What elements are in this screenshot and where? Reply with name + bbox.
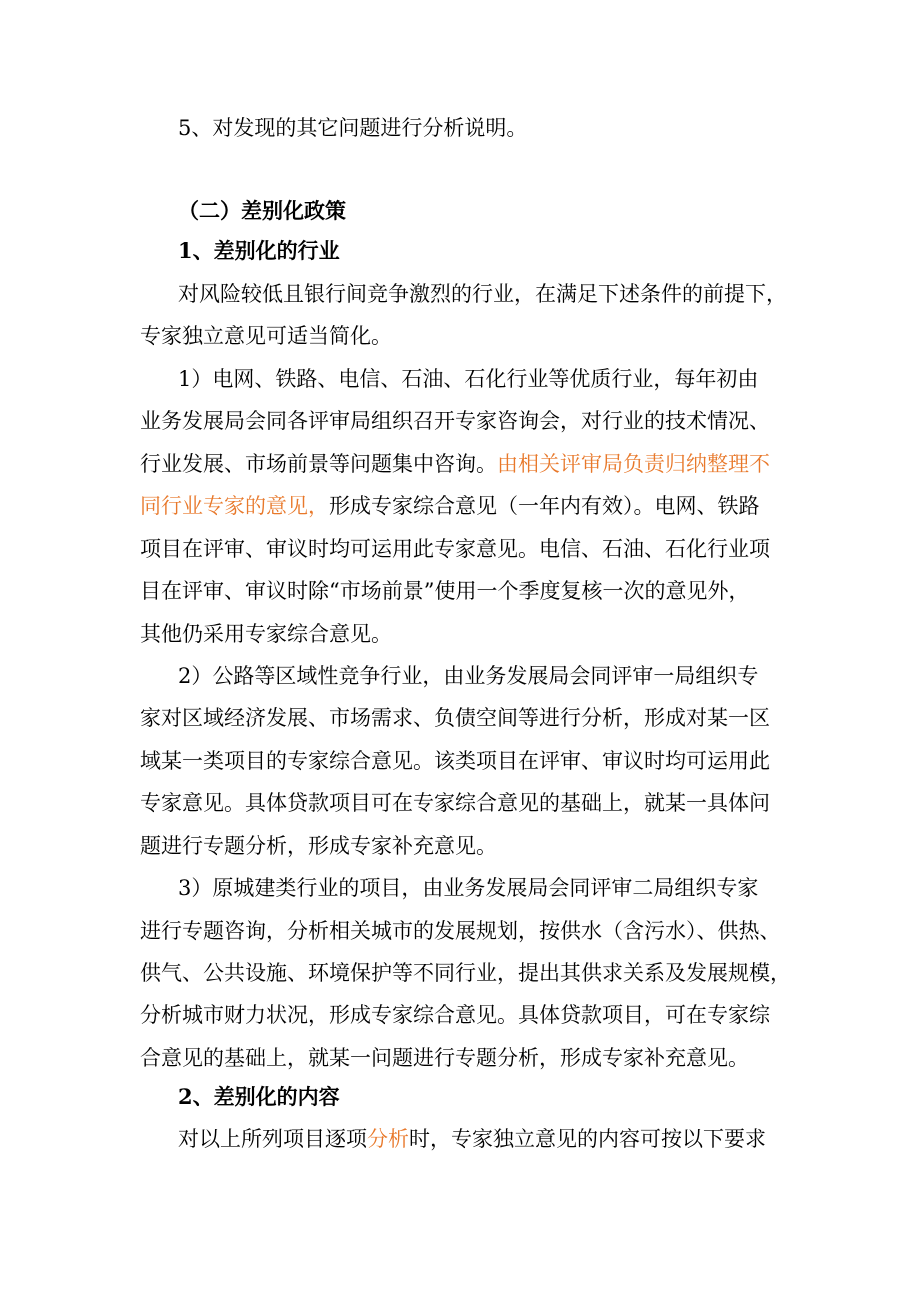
- p1-line-4-plain: 形成专家综合意见（一年内有效）。电网、铁路: [329, 494, 760, 518]
- subsection-1-heading: 1、差别化的行业: [178, 238, 340, 263]
- p3-line-1: 3）原城建类行业的项目，由业务发展局会同评审二局组织专家: [178, 876, 759, 900]
- last-line-highlight: 分析: [367, 1127, 409, 1151]
- p3-line-3: 供气、公共设施、环境保护等不同行业，提出其供求关系及发展规模，: [140, 961, 791, 985]
- p3-line-5: 合意见的基础上，就某一问题进行专题分析，形成专家补充意见。: [140, 1046, 749, 1070]
- intro-line-1: 对风险较低且银行间竞争激烈的行业，在满足下述条件的前提下，: [178, 282, 787, 306]
- intro-line-2: 专家独立意见可适当简化。: [140, 324, 392, 348]
- p1-line-3-highlight: 由相关评审局负责归纳整理不: [497, 452, 770, 476]
- subsection-2-heading: 2、差别化的内容: [178, 1084, 340, 1109]
- p1-line-7: 其他仍采用专家综合意见。: [140, 622, 392, 646]
- last-line-before: 对以上所列项目逐项: [178, 1127, 367, 1151]
- p2-line-1: 2）公路等区域性竞争行业，由业务发展局会同评审一局组织专: [178, 664, 759, 688]
- p1-line-3: [140, 449, 920, 479]
- p1-line-4: [140, 491, 920, 521]
- last-line: [178, 1124, 920, 1154]
- p2-line-3: 域某一类项目的专家综合意见。该类项目在评审、审议时均可运用此: [140, 749, 770, 773]
- p1-line-5: 项目在评审、审议时均可运用此专家意见。电信、石油、石化行业项: [140, 537, 770, 561]
- p1-line-1: 1）电网、铁路、电信、石油、石化行业等优质行业，每年初由: [178, 367, 759, 391]
- p1-line-2: 业务发展局会同各评审局组织召开专家咨询会，对行业的技术情况、: [140, 409, 770, 433]
- last-line-after: 时，专家独立意见的内容可按以下要求: [409, 1127, 766, 1151]
- p3-line-4: 分析城市财力状况，形成专家综合意见。具体贷款项目，可在专家综: [140, 1003, 770, 1027]
- p1-line-4-highlight: 同行业专家的意见，: [140, 494, 329, 518]
- p1-line-3-plain: 行业发展、市场前景等问题集中咨询。: [140, 452, 497, 476]
- p2-line-4: 专家意见。具体贷款项目可在专家综合意见的基础上，就某一具体问: [140, 791, 770, 815]
- p1-line-6: 目在评审、审议时除“市场前景”使用一个季度复核一次的意见外，: [140, 579, 750, 603]
- item-5-text: 5、对发现的其它问题进行分析说明。: [178, 116, 528, 140]
- section-heading: （二）差别化政策: [178, 198, 346, 223]
- p3-line-2: 进行专题咨询，分析相关城市的发展规划，按供水（含污水）、供热、: [140, 919, 781, 943]
- p2-line-2: 家对区域经济发展、市场需求、负债空间等进行分析，形成对某一区: [140, 706, 770, 730]
- p2-line-5: 题进行专题分析，形成专家补充意见。: [140, 834, 497, 858]
